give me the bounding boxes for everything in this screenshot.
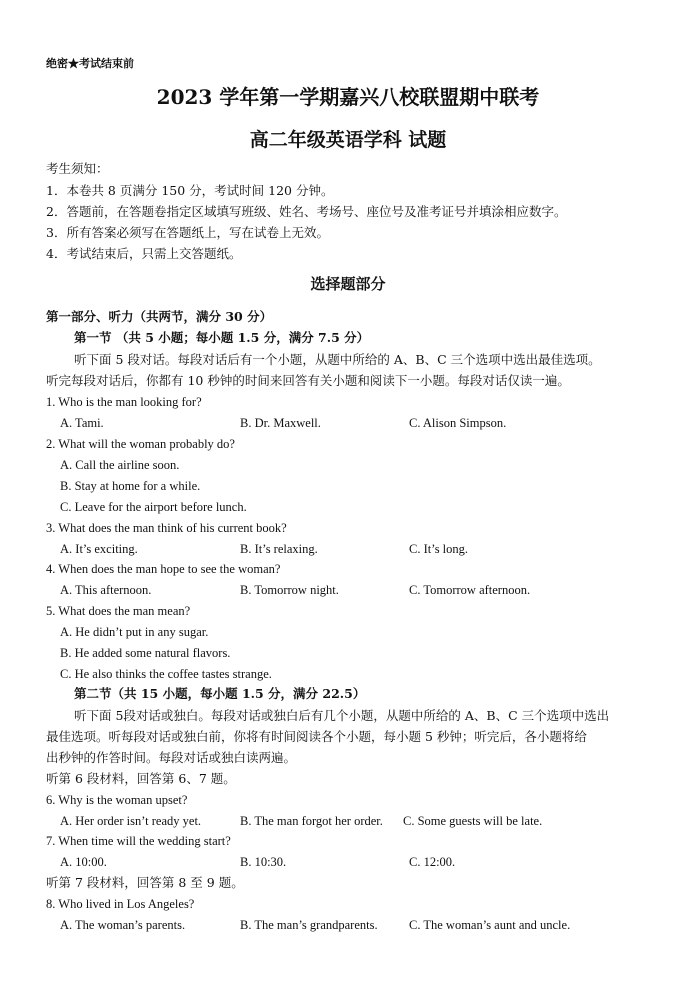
option-b: B. The man forgot her order.: [240, 814, 383, 828]
option-b: B. He added some natural flavors.: [60, 646, 231, 660]
notice-item: 4．考试结束后，只需上交答题纸。: [46, 246, 242, 261]
question-stem: 1. Who is the man looking for?: [46, 395, 202, 409]
option-c: C. He also thinks the coffee tastes strange.: [60, 667, 272, 681]
question-stem: 3. What does the man think of his current book?: [46, 521, 287, 535]
option-c: C. Tomorrow afternoon.: [409, 583, 531, 597]
question-stem: 8. Who lived in Los Angeles?: [46, 897, 195, 911]
notice-heading: 考生须知：: [46, 161, 109, 176]
option-a: A. Tami.: [60, 416, 104, 430]
section2-heading: 第二节（共 15 小题，每小题 1.5 分，满分 22.5）: [74, 686, 366, 701]
section-title: 选择题部分: [310, 275, 386, 293]
option-a: A. Call the airline soon.: [60, 458, 180, 472]
section1-heading: 第一节 （共 5 小题；每小题 1.5 分，满分 7.5 分）: [74, 330, 370, 345]
option-b: B. It’s relaxing.: [240, 542, 318, 556]
notice-item: 2．答题前，在答题卷指定区域填写班级、姓名、考场号、座位号及准考证号并填涂相应数字。: [46, 204, 567, 219]
option-b: B. Tomorrow night.: [240, 583, 339, 597]
option-a: A. Her order isn’t ready yet.: [60, 814, 202, 828]
option-c: C. Leave for the airport before lunch.: [60, 500, 247, 514]
option-a: A. This afternoon.: [60, 583, 152, 597]
option-a: A. 10:00.: [60, 855, 107, 869]
question-stem: 7. When time will the wedding start?: [46, 834, 231, 848]
question-stem: 2. What will the woman probably do?: [46, 437, 235, 451]
option-c: C. Some guests will be late.: [403, 814, 543, 828]
section1-instruction: 听完每段对话后，你都有 10 秒钟的时间来回答有关小题和阅读下一小题。每段对话仅读一遍。: [46, 373, 570, 388]
exam-title: 2023 学年第一学期嘉兴八校联盟期中联考: [156, 85, 540, 109]
part1-heading: 第一部分、听力（共两节，满分 30 分）: [46, 309, 273, 324]
option-b: B. Dr. Maxwell.: [240, 416, 321, 430]
option-b: B. Stay at home for a while.: [60, 479, 201, 493]
question-stem: 4. When does the man hope to see the woman?: [46, 562, 281, 576]
exam-subtitle: 高二年级英语学科 试题: [249, 129, 447, 151]
option-a: A. The woman’s parents.: [60, 918, 186, 932]
option-c: C. It’s long.: [409, 542, 469, 556]
material-heading: 听第 7 段材料，回答第 8 至 9 题。: [46, 875, 244, 890]
option-c: C. Alison Simpson.: [409, 416, 507, 430]
option-b: B. The man’s grandparents.: [240, 918, 378, 932]
confidential-mark: 绝密★考试结束前: [46, 57, 134, 70]
question-stem: 6. Why is the woman upset?: [46, 793, 188, 807]
section2-instruction: 听下面 5段对话或独白。每段对话或独白后有几个小题，从题中所给的 A、B、C 三个选项中选出: [74, 708, 610, 723]
option-a: A. He didn’t put in any sugar.: [60, 625, 209, 639]
option-c: C. 12:00.: [409, 855, 456, 869]
notice-item: 1．本卷共 8 页满分 150 分，考试时间 120 分钟。: [46, 183, 334, 198]
option-b: B. 10:30.: [240, 855, 287, 869]
notice-item: 3．所有答案必须写在答题纸上，写在试卷上无效。: [46, 225, 329, 240]
material-heading: 听第 6 段材料，回答第 6、7 题。: [46, 771, 236, 786]
section2-instruction: 出秒钟的作答时间。每段对话或独白读两遍。: [46, 750, 297, 765]
section2-instruction: 最佳选项。听每段对话或独白前，你将有时间阅读各个小题，每小题 5 秒钟；听完后，各小题将给: [46, 729, 587, 744]
question-stem: 5. What does the man mean?: [46, 604, 191, 618]
section1-instruction: 听下面 5 段对话。每段对话后有一个小题，从题中所给的 A、B、C 三个选项中选出最佳选项。: [74, 352, 601, 367]
option-a: A. It’s exciting.: [60, 542, 138, 556]
option-c: C. The woman’s aunt and uncle.: [409, 918, 571, 932]
